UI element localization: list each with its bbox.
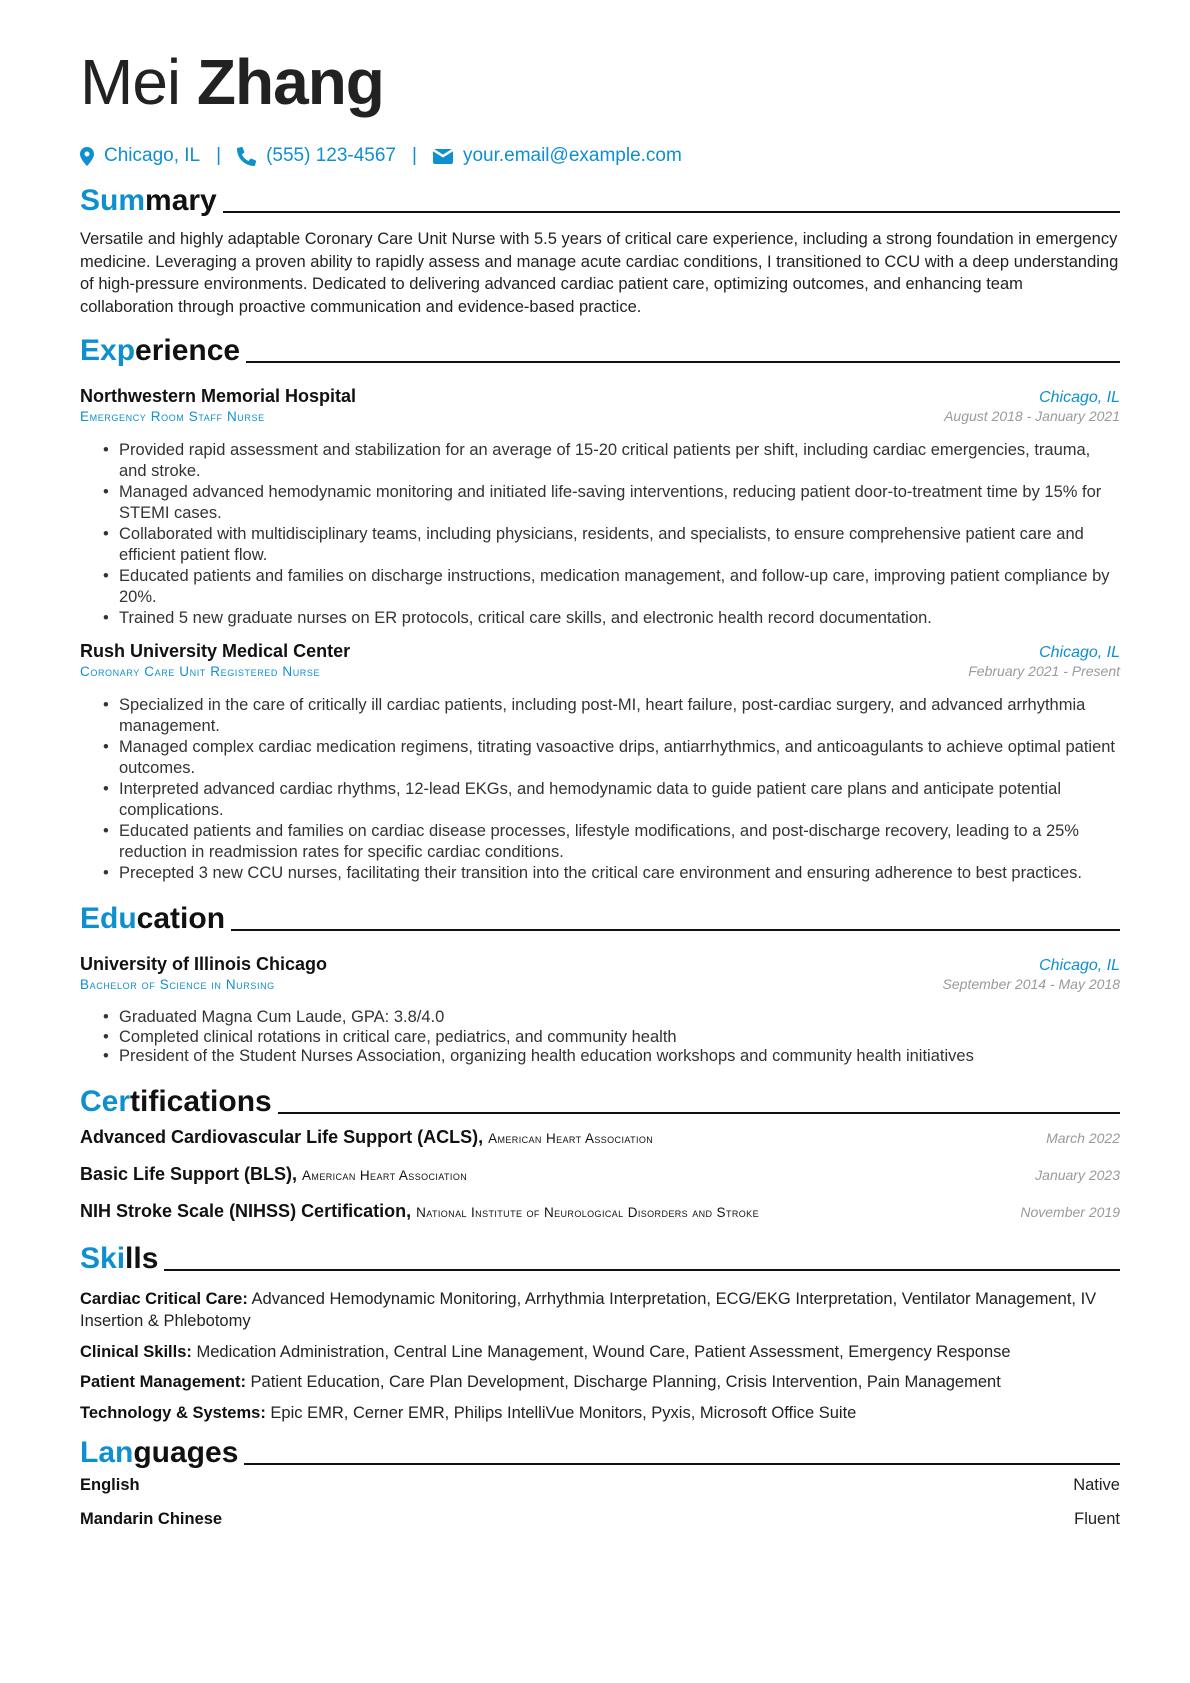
section-languages-heading: [80, 1432, 1120, 1470]
experience-entry: [80, 384, 1120, 629]
skill-category: Cardiac Critical Care:: [80, 1289, 248, 1308]
skill-group: [80, 1402, 1120, 1425]
language-level: Native: [1073, 1476, 1120, 1494]
list-item: • Provided rapid assessment and stabilization for an average of 15-20 critical patients per shift, including cardiac emergencies, trauma, and stroke.: [103, 440, 1120, 482]
section-title: Certifications: [80, 1084, 272, 1118]
employer-name: Rush University Medical Center: [80, 641, 351, 661]
email-text: your.email@example.com: [462, 145, 682, 166]
certification-name: NIH Stroke Scale (NIHSS) Certification: [80, 1200, 407, 1221]
certification-item: Advanced Cardiovascular Life Support (ACLS), American Heart Association March 2022: [80, 1126, 1120, 1147]
entry-dates: September 2014 - May 2018: [942, 976, 1120, 992]
list-item: • President of the Student Nurses Association, organizing health education workshops and community health initiatives: [103, 1047, 1120, 1067]
summary-text: Versatile and highly adaptable Coronary Care Unit Nurse with 5.5 years of critical care experience, including a strong foundation in emergency medicine. Leveraging a proven ability to rapidly assess and manage acute cardiac conditions, I transitioned to CCU with a deep understanding of high-pressure environments. Dedicated to delivering advanced cardiac patient care, optimizing outcomes, and enhancing team collaboration through proactive communication and evidence-based practice.: [80, 230, 1119, 316]
contact-separator: |: [216, 145, 222, 166]
section-summary-heading: [80, 180, 1120, 218]
section-rule: [244, 1463, 1120, 1465]
list-item: • Graduated Magna Cum Laude, GPA: 3.8/4.0: [103, 1008, 1120, 1028]
language-item: [80, 1476, 1120, 1510]
section-skills-heading: [80, 1238, 1120, 1276]
certification-date: January 2023: [1035, 1166, 1120, 1183]
certification-name: Advanced Cardiovascular Life Support (ACLS): [80, 1126, 479, 1147]
phone-icon: [237, 147, 256, 166]
education-entry: [80, 952, 1120, 1067]
list-item: • Specialized in the care of critically ill cardiac patients, including post-MI, heart failure, post-cardiac surgery, and advanced arrhythmia management.: [103, 695, 1120, 737]
entry-location: Chicago, IL: [1039, 389, 1120, 406]
list-item: • Managed advanced hemodynamic monitoring and initiated life-saving interventions, reducing patient door-to-treatment time by 15% for STEMI cases.: [103, 482, 1120, 524]
entry-dates: August 2018 - January 2021: [944, 408, 1120, 424]
first-name: Mei: [80, 46, 181, 118]
school-name: University of Illinois Chicago: [80, 954, 328, 974]
list-item: • Completed clinical rotations in critical care, pediatrics, and community health: [103, 1028, 1120, 1048]
resume-page: [80, 42, 1120, 1544]
list-item: • Educated patients and families on cardiac disease processes, lifestyle modifications, and post-discharge recovery, leading to a 25% reduction in readmission rates for specific cardiac conditions.: [103, 821, 1120, 863]
bullet-list: [80, 695, 1120, 884]
skill-values: Medication Administration, Central Line Management, Wound Care, Patient Assessment, Emergency Response: [196, 1342, 1011, 1361]
section-title: Languages: [80, 1436, 239, 1469]
section-experience-heading: [80, 330, 1120, 368]
envelope-icon: [433, 149, 453, 164]
section-title: Summary: [80, 184, 217, 217]
skill-values: Advanced Hemodynamic Monitoring, Arrhythmia Interpretation, ECG/EKG Interpretation, Ventilator Management, IV Insertion & Phlebotomy: [80, 1289, 1097, 1330]
language-item: [80, 1510, 1120, 1544]
language-name: English: [80, 1476, 140, 1494]
contact-location: [80, 145, 200, 167]
entry-location: Chicago, IL: [1039, 957, 1120, 974]
bullet-list: [80, 440, 1120, 629]
phone-text: (555) 123-4567: [266, 145, 396, 166]
section-education-heading: [80, 898, 1120, 936]
last-name: Zhang: [196, 46, 384, 118]
section-certifications-heading: [80, 1081, 1120, 1119]
skill-group: [80, 1288, 1120, 1333]
contact-phone[interactable]: [237, 145, 396, 167]
section-rule: [246, 361, 1120, 363]
skill-group: [80, 1371, 1120, 1394]
list-item: • Precepted 3 new CCU nurses, facilitating their transition into the critical care environment and ensuring adherence to best practices.: [103, 863, 1120, 884]
employer-name: Northwestern Memorial Hospital: [80, 386, 357, 406]
bullet-list: [80, 1008, 1120, 1067]
degree-title: Bachelor of Science in Nursing: [80, 977, 275, 992]
certification-issuer: American Heart Association: [302, 1167, 468, 1183]
skills-list: [80, 1288, 1120, 1425]
entry-location: Chicago, IL: [1039, 644, 1120, 661]
language-level: Fluent: [1074, 1510, 1120, 1528]
list-item: • Collaborated with multidisciplinary teams, including physicians, residents, and specialists, to ensure comprehensive patient care and efficient patient flow.: [103, 524, 1120, 566]
skill-category: Technology & Systems:: [80, 1403, 266, 1422]
job-title: Emergency Room Staff Nurse: [80, 409, 265, 424]
certification-name: Basic Life Support (BLS): [80, 1163, 293, 1184]
language-name: Mandarin Chinese: [80, 1510, 223, 1528]
section-rule: [231, 929, 1120, 931]
certification-item: NIH Stroke Scale (NIHSS) Certification, National Institute of Neurological Disorders and Stroke November 2019: [80, 1200, 1120, 1221]
skill-group: [80, 1341, 1120, 1364]
certification-date: November 2019: [1020, 1203, 1120, 1220]
list-item: • Interpreted advanced cardiac rhythms, 12-lead EKGs, and hemodynamic data to guide patient care plans and anticipate potential complications.: [103, 779, 1120, 821]
job-title: Coronary Care Unit Registered Nurse: [80, 664, 321, 679]
section-rule: [278, 1112, 1120, 1114]
section-rule: [223, 211, 1120, 213]
certification-item: Basic Life Support (BLS), American Heart Association January 2023: [80, 1163, 1120, 1184]
section-title: Skills: [80, 1241, 159, 1275]
map-pin-icon: [80, 147, 94, 166]
certification-issuer: American Heart Association: [488, 1130, 654, 1146]
certification-issuer: National Institute of Neurological Disorders and Stroke: [416, 1204, 759, 1220]
contact-bar: [80, 142, 1120, 170]
certification-date: March 2022: [1046, 1129, 1120, 1146]
skill-category: Patient Management:: [80, 1373, 246, 1391]
entry-dates: February 2021 - Present: [968, 663, 1120, 679]
contact-separator: |: [412, 145, 417, 166]
certification-list: [80, 1127, 1120, 1238]
candidate-name: [80, 42, 1120, 122]
list-item: • Educated patients and families on discharge instructions, medication management, and follow-up care, improving patient compliance by 20%.: [103, 566, 1120, 608]
contact-email[interactable]: [433, 145, 682, 167]
location-text: Chicago, IL: [104, 145, 201, 166]
skill-values: Patient Education, Care Plan Development, Discharge Planning, Crisis Intervention, Pain Management: [250, 1373, 1001, 1391]
section-title: Experience: [80, 334, 241, 367]
section-rule: [164, 1269, 1120, 1271]
experience-entry: [80, 639, 1120, 884]
skill-values: Epic EMR, Cerner EMR, Philips IntelliVue Monitors, Pyxis, Microsoft Office Suite: [270, 1403, 857, 1422]
section-title: Education: [80, 902, 226, 935]
skill-category: Clinical Skills:: [80, 1342, 192, 1361]
list-item: • Trained 5 new graduate nurses on ER protocols, critical care skills, and electronic health record documentation.: [103, 608, 1120, 629]
list-item: • Managed complex cardiac medication regimens, titrating vasoactive drips, antiarrhythmics, and anticoagulants to achieve optimal patient outcomes.: [103, 737, 1120, 779]
languages-list: [80, 1476, 1120, 1544]
